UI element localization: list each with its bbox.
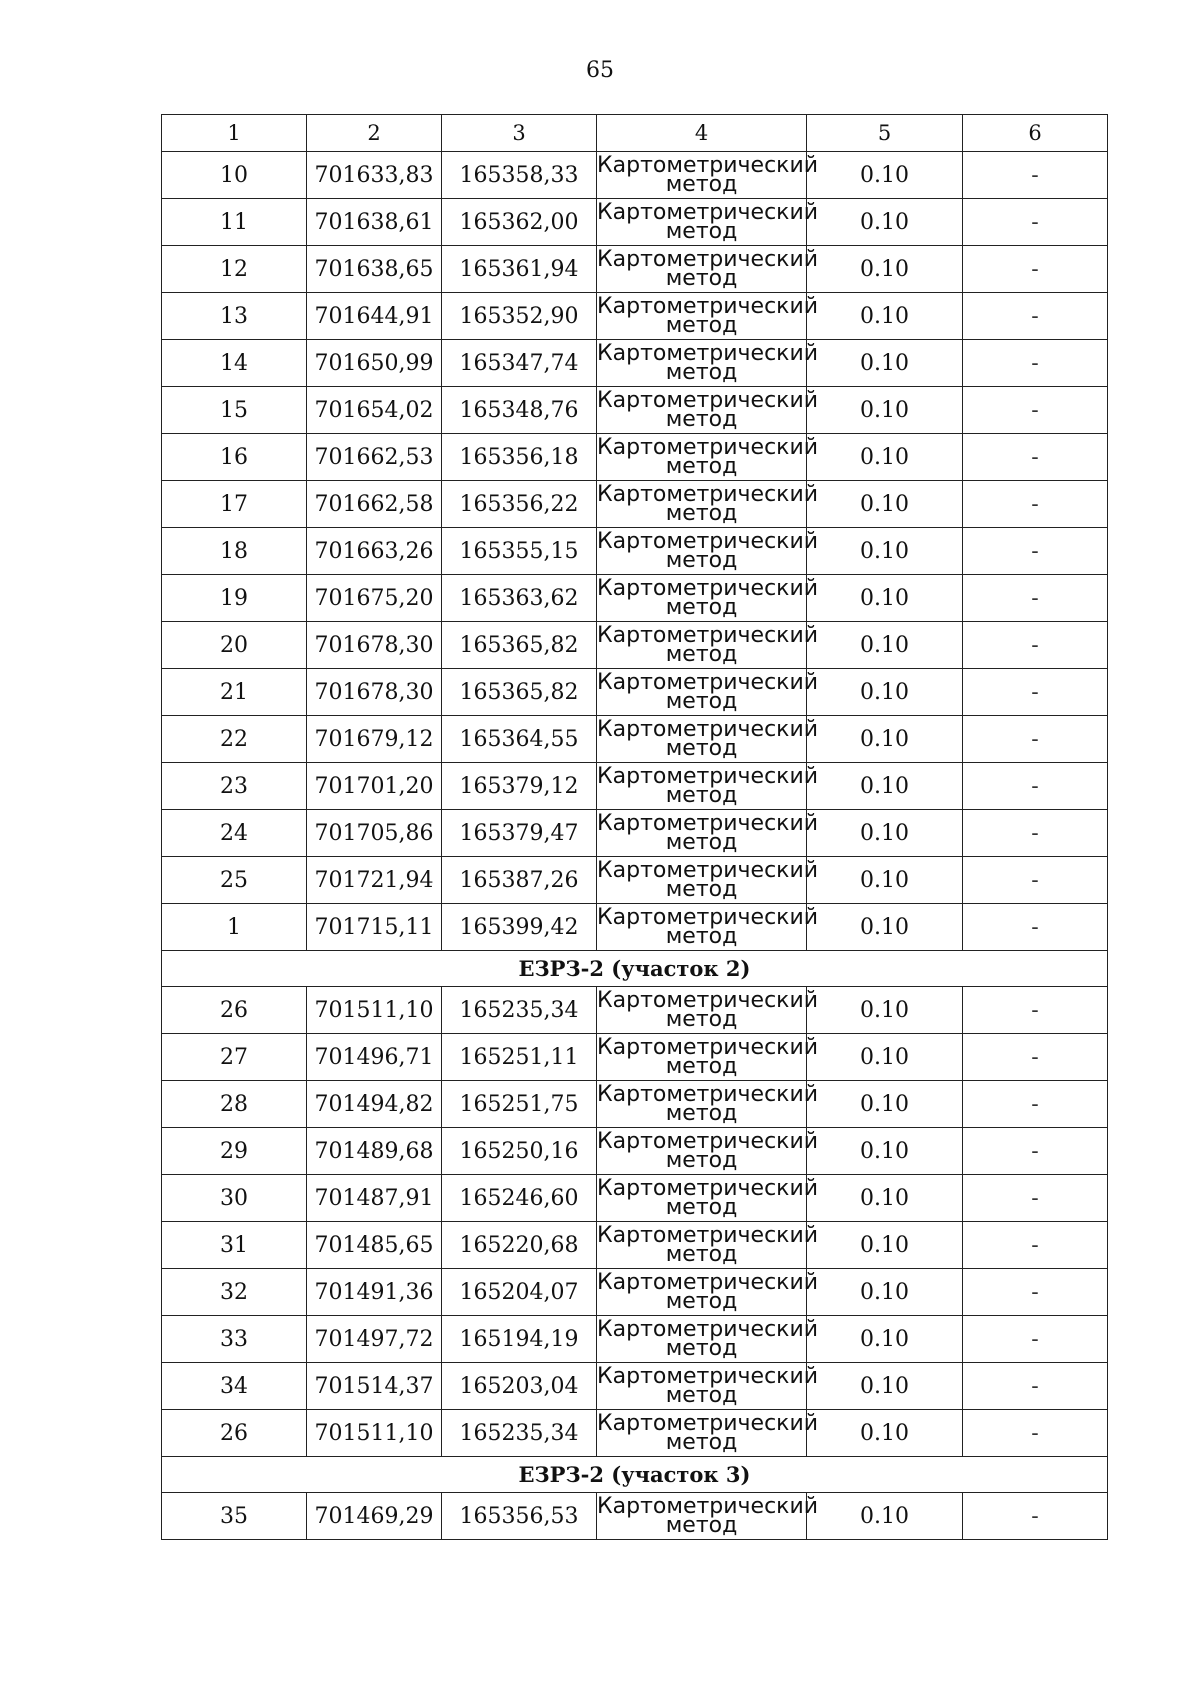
y-coordinate-cell: 165194,19	[442, 1316, 597, 1363]
description-cell: -	[963, 199, 1108, 246]
table-row	[162, 434, 1108, 481]
description-cell: -	[963, 1128, 1108, 1175]
method-line-1: Картометрический	[597, 1176, 819, 1201]
description-cell: -	[963, 1363, 1108, 1410]
method-line-1: Картометрический	[597, 482, 819, 507]
description-cell: -	[963, 528, 1108, 575]
description-cell: -	[963, 1493, 1108, 1540]
method-cell	[597, 669, 819, 716]
method-line-1: Картометрический	[597, 576, 819, 601]
method-line-2: метод	[665, 736, 738, 761]
method-line-2: метод	[665, 642, 738, 667]
description-cell: -	[963, 575, 1108, 622]
method-cell	[597, 1222, 819, 1269]
accuracy-cell: 0.10	[807, 575, 963, 622]
y-coordinate-cell: 165347,74	[442, 340, 597, 387]
method-line-1: Картометрический	[597, 1317, 819, 1342]
method-cell	[597, 528, 819, 575]
point-number-cell: 20	[162, 622, 307, 669]
y-coordinate-cell: 165251,75	[442, 1081, 597, 1128]
y-coordinate-cell: 165356,53	[442, 1493, 597, 1540]
column-number: 1	[162, 115, 307, 152]
description-cell: -	[963, 246, 1108, 293]
accuracy-cell: 0.10	[807, 1316, 963, 1363]
y-coordinate-cell: 165356,22	[442, 481, 597, 528]
accuracy-cell: 0.10	[807, 1269, 963, 1316]
point-number-cell: 19	[162, 575, 307, 622]
y-coordinate-cell: 165365,82	[442, 669, 597, 716]
description-cell: -	[963, 1034, 1108, 1081]
method-line-2: метод	[665, 830, 738, 855]
column-number: 5	[807, 115, 963, 152]
description-cell: -	[963, 1410, 1108, 1457]
method-line-1: Картометрический	[597, 717, 819, 742]
accuracy-cell: 0.10	[807, 152, 963, 199]
table-row	[162, 575, 1108, 622]
y-coordinate-cell: 165348,76	[442, 387, 597, 434]
column-number: 6	[963, 115, 1108, 152]
section-header-row	[162, 951, 1108, 987]
point-number-cell: 35	[162, 1493, 307, 1540]
point-number-cell: 32	[162, 1269, 307, 1316]
method-line-2: метод	[665, 1336, 738, 1361]
description-cell: -	[963, 810, 1108, 857]
method-line-1: Картометрический	[597, 1494, 819, 1519]
table-row	[162, 152, 1108, 199]
method-cell	[597, 716, 819, 763]
table-row	[162, 1410, 1108, 1457]
method-line-2: метод	[665, 1383, 738, 1408]
y-coordinate-cell: 165235,34	[442, 987, 597, 1034]
column-number: 2	[307, 115, 442, 152]
x-coordinate-cell: 701469,29	[307, 1493, 442, 1540]
method-cell	[597, 1493, 819, 1540]
method-line-1: Картометрический	[597, 1223, 819, 1248]
table-row	[162, 669, 1108, 716]
y-coordinate-cell: 165355,15	[442, 528, 597, 575]
x-coordinate-cell: 701721,94	[307, 857, 442, 904]
point-number-cell: 24	[162, 810, 307, 857]
method-cell	[597, 575, 819, 622]
method-line-1: Картометрический	[597, 988, 819, 1013]
description-cell: -	[963, 481, 1108, 528]
description-cell: -	[963, 340, 1108, 387]
x-coordinate-cell: 701705,86	[307, 810, 442, 857]
method-line-1: Картометрический	[597, 811, 819, 836]
table-row	[162, 1363, 1108, 1410]
x-coordinate-cell: 701663,26	[307, 528, 442, 575]
description-cell: -	[963, 434, 1108, 481]
point-number-cell: 12	[162, 246, 307, 293]
y-coordinate-cell: 165356,18	[442, 434, 597, 481]
accuracy-cell: 0.10	[807, 987, 963, 1034]
table-row	[162, 763, 1108, 810]
accuracy-cell: 0.10	[807, 246, 963, 293]
method-line-1: Картометрический	[597, 670, 819, 695]
method-line-2: метод	[665, 924, 738, 949]
accuracy-cell: 0.10	[807, 857, 963, 904]
accuracy-cell: 0.10	[807, 387, 963, 434]
method-line-1: Картометрический	[597, 1270, 819, 1295]
method-line-2: метод	[665, 548, 738, 573]
method-line-2: метод	[665, 877, 738, 902]
method-cell	[597, 1175, 819, 1222]
description-cell: -	[963, 1269, 1108, 1316]
method-line-2: метод	[665, 1242, 738, 1267]
method-line-2: метод	[665, 1513, 738, 1538]
method-line-1: Картометрический	[597, 200, 819, 225]
table-row	[162, 1081, 1108, 1128]
accuracy-cell: 0.10	[807, 1410, 963, 1457]
y-coordinate-cell: 165399,42	[442, 904, 597, 951]
point-number-cell: 31	[162, 1222, 307, 1269]
method-line-2: метод	[665, 360, 738, 385]
x-coordinate-cell: 701650,99	[307, 340, 442, 387]
accuracy-cell: 0.10	[807, 1493, 963, 1540]
x-coordinate-cell: 701701,20	[307, 763, 442, 810]
method-line-2: метод	[665, 172, 738, 197]
description-cell: -	[963, 152, 1108, 199]
method-cell	[597, 246, 819, 293]
accuracy-cell: 0.10	[807, 434, 963, 481]
point-number-cell: 26	[162, 1410, 307, 1457]
point-number-cell: 16	[162, 434, 307, 481]
description-cell: -	[963, 1222, 1108, 1269]
x-coordinate-cell: 701489,68	[307, 1128, 442, 1175]
point-number-cell: 23	[162, 763, 307, 810]
accuracy-cell: 0.10	[807, 1128, 963, 1175]
x-coordinate-cell: 701491,36	[307, 1269, 442, 1316]
point-number-cell: 25	[162, 857, 307, 904]
method-line-1: Картометрический	[597, 341, 819, 366]
accuracy-cell: 0.10	[807, 293, 963, 340]
accuracy-cell: 0.10	[807, 199, 963, 246]
method-cell	[597, 763, 819, 810]
point-number-cell: 30	[162, 1175, 307, 1222]
x-coordinate-cell: 701675,20	[307, 575, 442, 622]
method-line-1: Картометрический	[597, 858, 819, 883]
description-cell: -	[963, 387, 1108, 434]
table-row	[162, 1175, 1108, 1222]
method-line-1: Картометрический	[597, 1129, 819, 1154]
accuracy-cell: 0.10	[807, 716, 963, 763]
method-line-2: метод	[665, 1195, 738, 1220]
accuracy-cell: 0.10	[807, 763, 963, 810]
description-cell: -	[963, 1175, 1108, 1222]
table-row	[162, 716, 1108, 763]
method-line-2: метод	[665, 1054, 738, 1079]
method-line-1: Картометрический	[597, 153, 819, 178]
method-line-1: Картометрический	[597, 1082, 819, 1107]
point-number-cell: 26	[162, 987, 307, 1034]
y-coordinate-cell: 165362,00	[442, 199, 597, 246]
table-row	[162, 1269, 1108, 1316]
point-number-cell: 28	[162, 1081, 307, 1128]
method-line-1: Картометрический	[597, 764, 819, 789]
method-line-2: метод	[665, 783, 738, 808]
accuracy-cell: 0.10	[807, 481, 963, 528]
description-cell: -	[963, 716, 1108, 763]
x-coordinate-cell: 701485,65	[307, 1222, 442, 1269]
table-row	[162, 987, 1108, 1034]
y-coordinate-cell: 165379,12	[442, 763, 597, 810]
x-coordinate-cell: 701638,65	[307, 246, 442, 293]
accuracy-cell: 0.10	[807, 1363, 963, 1410]
method-cell	[597, 199, 819, 246]
table-row	[162, 293, 1108, 340]
description-cell: -	[963, 622, 1108, 669]
method-line-1: Картометрический	[597, 1035, 819, 1060]
description-cell: -	[963, 763, 1108, 810]
x-coordinate-cell: 701494,82	[307, 1081, 442, 1128]
column-number: 3	[442, 115, 597, 152]
accuracy-cell: 0.10	[807, 904, 963, 951]
method-line-1: Картометрический	[597, 1364, 819, 1389]
method-line-2: метод	[665, 454, 738, 479]
table-row	[162, 810, 1108, 857]
x-coordinate-cell: 701633,83	[307, 152, 442, 199]
x-coordinate-cell: 701497,72	[307, 1316, 442, 1363]
method-line-1: Картометрический	[597, 623, 819, 648]
point-number-cell: 27	[162, 1034, 307, 1081]
method-line-2: метод	[665, 1289, 738, 1314]
section-header-row	[162, 1457, 1108, 1493]
description-cell: -	[963, 904, 1108, 951]
description-cell: -	[963, 293, 1108, 340]
y-coordinate-cell: 165204,07	[442, 1269, 597, 1316]
method-line-2: метод	[665, 407, 738, 432]
point-number-cell: 17	[162, 481, 307, 528]
method-cell	[597, 904, 819, 951]
x-coordinate-cell: 701511,10	[307, 1410, 442, 1457]
method-cell	[597, 810, 819, 857]
y-coordinate-cell: 165250,16	[442, 1128, 597, 1175]
method-cell	[597, 987, 819, 1034]
accuracy-cell: 0.10	[807, 340, 963, 387]
method-line-2: метод	[665, 219, 738, 244]
method-line-1: Картометрический	[597, 435, 819, 460]
method-cell	[597, 1410, 819, 1457]
point-number-cell: 11	[162, 199, 307, 246]
table-row	[162, 1034, 1108, 1081]
y-coordinate-cell: 165379,47	[442, 810, 597, 857]
method-cell	[597, 434, 819, 481]
method-line-1: Картометрический	[597, 905, 819, 930]
accuracy-cell: 0.10	[807, 1222, 963, 1269]
table-row	[162, 199, 1108, 246]
x-coordinate-cell: 701487,91	[307, 1175, 442, 1222]
point-number-cell: 14	[162, 340, 307, 387]
method-line-1: Картометрический	[597, 294, 819, 319]
column-number-row	[162, 115, 1108, 152]
method-cell	[597, 293, 819, 340]
method-line-2: метод	[665, 266, 738, 291]
point-number-cell: 34	[162, 1363, 307, 1410]
x-coordinate-cell: 701662,53	[307, 434, 442, 481]
table-row	[162, 387, 1108, 434]
y-coordinate-cell: 165358,33	[442, 152, 597, 199]
table-row	[162, 904, 1108, 951]
x-coordinate-cell: 701715,11	[307, 904, 442, 951]
method-cell	[597, 1128, 819, 1175]
accuracy-cell: 0.10	[807, 1034, 963, 1081]
y-coordinate-cell: 165364,55	[442, 716, 597, 763]
table-row	[162, 246, 1108, 293]
point-number-cell: 22	[162, 716, 307, 763]
table-row	[162, 1128, 1108, 1175]
table-row	[162, 528, 1108, 575]
x-coordinate-cell: 701662,58	[307, 481, 442, 528]
accuracy-cell: 0.10	[807, 622, 963, 669]
description-cell: -	[963, 857, 1108, 904]
y-coordinate-cell: 165246,60	[442, 1175, 597, 1222]
method-cell	[597, 340, 819, 387]
method-line-2: метод	[665, 313, 738, 338]
accuracy-cell: 0.10	[807, 810, 963, 857]
method-cell	[597, 387, 819, 434]
method-line-2: метод	[665, 501, 738, 526]
column-number: 4	[597, 115, 807, 152]
method-cell	[597, 1081, 819, 1128]
x-coordinate-cell: 701511,10	[307, 987, 442, 1034]
y-coordinate-cell: 165251,11	[442, 1034, 597, 1081]
point-number-cell: 29	[162, 1128, 307, 1175]
method-cell	[597, 1269, 819, 1316]
method-line-1: Картометрический	[597, 529, 819, 554]
method-cell	[597, 622, 819, 669]
method-cell	[597, 481, 819, 528]
table-row	[162, 340, 1108, 387]
method-line-2: метод	[665, 1101, 738, 1126]
point-number-cell: 13	[162, 293, 307, 340]
x-coordinate-cell: 701654,02	[307, 387, 442, 434]
accuracy-cell: 0.10	[807, 1175, 963, 1222]
point-number-cell: 1	[162, 904, 307, 951]
table-row	[162, 857, 1108, 904]
description-cell: -	[963, 1081, 1108, 1128]
page-number: 65	[586, 58, 614, 83]
point-number-cell: 33	[162, 1316, 307, 1363]
y-coordinate-cell: 165203,04	[442, 1363, 597, 1410]
method-line-1: Картометрический	[597, 388, 819, 413]
point-number-cell: 15	[162, 387, 307, 434]
method-line-1: Картометрический	[597, 1411, 819, 1436]
table-row	[162, 481, 1108, 528]
description-cell: -	[963, 1316, 1108, 1363]
section-title: ЕЗРЗ-2 (участок 2)	[162, 951, 1108, 987]
method-line-1: Картометрический	[597, 247, 819, 272]
table-body	[162, 115, 1108, 1540]
section-title: ЕЗРЗ-2 (участок 3)	[162, 1457, 1108, 1493]
y-coordinate-cell: 165235,34	[442, 1410, 597, 1457]
x-coordinate-cell: 701496,71	[307, 1034, 442, 1081]
method-cell	[597, 1363, 819, 1410]
method-line-2: метод	[665, 1148, 738, 1173]
y-coordinate-cell: 165352,90	[442, 293, 597, 340]
accuracy-cell: 0.10	[807, 1081, 963, 1128]
description-cell: -	[963, 669, 1108, 716]
x-coordinate-cell: 701644,91	[307, 293, 442, 340]
x-coordinate-cell: 701678,30	[307, 622, 442, 669]
method-line-2: метод	[665, 1007, 738, 1032]
method-line-2: метод	[665, 1430, 738, 1455]
table-row	[162, 622, 1108, 669]
coordinates-table	[161, 114, 1108, 1540]
x-coordinate-cell: 701678,30	[307, 669, 442, 716]
x-coordinate-cell: 701679,12	[307, 716, 442, 763]
y-coordinate-cell: 165365,82	[442, 622, 597, 669]
y-coordinate-cell: 165387,26	[442, 857, 597, 904]
method-cell	[597, 152, 819, 199]
point-number-cell: 10	[162, 152, 307, 199]
method-line-2: метод	[665, 595, 738, 620]
table-row	[162, 1493, 1108, 1540]
y-coordinate-cell: 165363,62	[442, 575, 597, 622]
y-coordinate-cell: 165220,68	[442, 1222, 597, 1269]
x-coordinate-cell: 701514,37	[307, 1363, 442, 1410]
description-cell: -	[963, 987, 1108, 1034]
table-row	[162, 1316, 1108, 1363]
table-row	[162, 1222, 1108, 1269]
point-number-cell: 21	[162, 669, 307, 716]
method-cell	[597, 1316, 819, 1363]
accuracy-cell: 0.10	[807, 669, 963, 716]
method-line-2: метод	[665, 689, 738, 714]
method-cell	[597, 1034, 819, 1081]
point-number-cell: 18	[162, 528, 307, 575]
accuracy-cell: 0.10	[807, 528, 963, 575]
y-coordinate-cell: 165361,94	[442, 246, 597, 293]
x-coordinate-cell: 701638,61	[307, 199, 442, 246]
method-cell	[597, 857, 819, 904]
